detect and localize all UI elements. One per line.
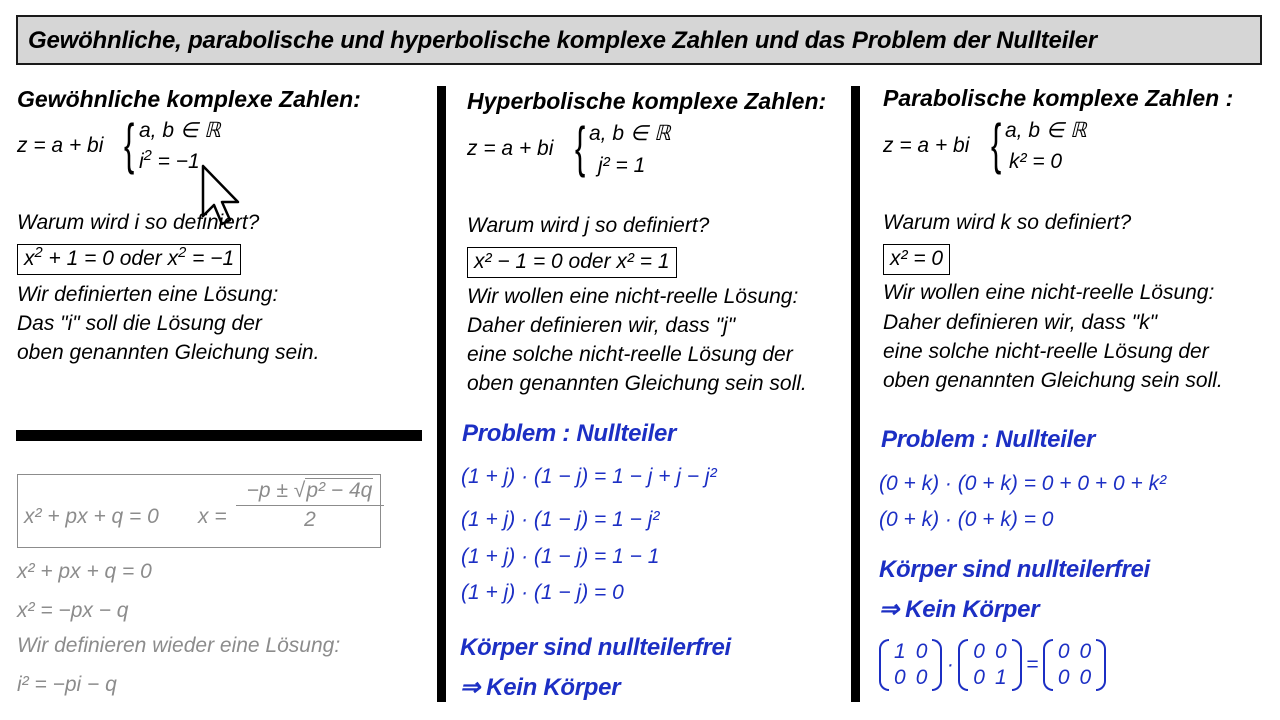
matrix-b: 0 0 0 1 [958, 639, 1021, 691]
left-step-2: x² = −px − q [17, 599, 129, 622]
middle-heading: Hyperbolische komplexe Zahlen: [467, 88, 827, 114]
left-step-4: i² = −pi − q [17, 673, 117, 696]
right-question: Warum wird k so definiert? [883, 211, 1132, 234]
right-problem: Problem : Nullteiler [881, 426, 1096, 453]
middle-question: Warum wird j so definiert? [467, 214, 710, 237]
pq-formula-box [17, 474, 381, 548]
pq-x: x = [198, 505, 227, 528]
left-explain-2: Das "i" soll die Lösung der [17, 312, 262, 335]
pq-fraction: −p ± √p² − 4q 2 [236, 479, 384, 532]
matrix-a: 1 0 0 0 [879, 639, 942, 691]
right-heading: Parabolische komplexe Zahlen : [883, 85, 1234, 111]
middle-brace: { [575, 115, 586, 178]
left-question: Warum wird i so definiert? [17, 211, 260, 234]
left-step-3: Wir definieren wieder eine Lösung: [17, 634, 341, 657]
left-explain-1: Wir definierten eine Lösung: [17, 283, 279, 306]
left-equation-box: $x^2 + 1 = 0$ oder $x^2 = -1$ [17, 244, 241, 275]
right-explain-4: oben genannten Gleichung sein soll. [883, 369, 1223, 392]
right-explain-1: Wir wollen eine nicht-reelle Lösung: [883, 281, 1215, 304]
middle-cond2: j² = 1 [598, 154, 646, 177]
right-z-def: z = a + bi [883, 134, 970, 157]
title-bar [16, 15, 1262, 65]
right-koerper: Körper sind nullteilerfrei [879, 556, 1150, 583]
divider-left [437, 86, 446, 702]
left-step-1: x² + px + q = 0 [17, 560, 152, 583]
middle-cond1: a, b ∈ ℝ [589, 122, 671, 145]
matrix-dot: · [946, 653, 954, 676]
matrix-equation [879, 639, 1106, 691]
middle-kein-koerper: ⇒ Kein Körper [460, 674, 621, 701]
middle-explain-1: Wir wollen eine nicht-reelle Lösung: [467, 285, 799, 308]
right-brace: { [991, 112, 1002, 175]
divider-horizontal [16, 430, 422, 441]
right-calc-2: (0 + k) · (0 + k) = 0 [879, 508, 1054, 531]
matrix-equals: = [1026, 653, 1039, 676]
matrix-c: 0 0 0 0 [1043, 639, 1106, 691]
middle-calc-4: (1 + j) · (1 − j) = 0 [461, 581, 624, 604]
middle-calc-1: (1 + j) · (1 − j) = 1 − j + j − j² [461, 465, 717, 488]
middle-explain-4: oben genannten Gleichung sein soll. [467, 372, 807, 395]
middle-problem: Problem : Nullteiler [462, 420, 677, 447]
middle-z-def: z = a + bi [467, 137, 554, 160]
middle-explain-2: Daher definieren wir, dass "j" [467, 314, 736, 337]
middle-calc-2: (1 + j) · (1 − j) = 1 − j² [461, 508, 660, 531]
middle-equation-box: x² − 1 = 0 oder x² = 1 [467, 247, 677, 278]
middle-calc-3: (1 + j) · (1 − j) = 1 − 1 [461, 545, 660, 568]
left-cond1: a, b ∈ ℝ [139, 119, 221, 142]
right-cond2: k² = 0 [1009, 150, 1063, 173]
left-z-def: z = a + bi [17, 134, 104, 157]
right-equation-box: x² = 0 [883, 244, 950, 275]
right-explain-2: Daher definieren wir, dass "k" [883, 311, 1158, 334]
left-cond2: $i^2 = -1$ [139, 147, 200, 173]
middle-explain-3: eine solche nicht-reelle Lösung der [467, 343, 793, 366]
right-cond1: a, b ∈ ℝ [1005, 119, 1087, 142]
right-calc-1: (0 + k) · (0 + k) = 0 + 0 + 0 + k² [879, 472, 1167, 495]
left-explain-3: oben genannten Gleichung sein. [17, 341, 320, 364]
right-kein-koerper: ⇒ Kein Körper [879, 596, 1040, 623]
divider-right [851, 86, 860, 702]
left-brace: { [124, 112, 135, 175]
middle-koerper: Körper sind nullteilerfrei [460, 634, 731, 661]
pq-left: x² + px + q = 0 [24, 505, 159, 528]
page-title: Gewöhnliche, parabolische und hyperbolische komplexe Zahlen und das Problem der Nullteiler [28, 27, 1097, 54]
left-heading: Gewöhnliche komplexe Zahlen: [17, 86, 361, 112]
right-explain-3: eine solche nicht-reelle Lösung der [883, 340, 1209, 363]
